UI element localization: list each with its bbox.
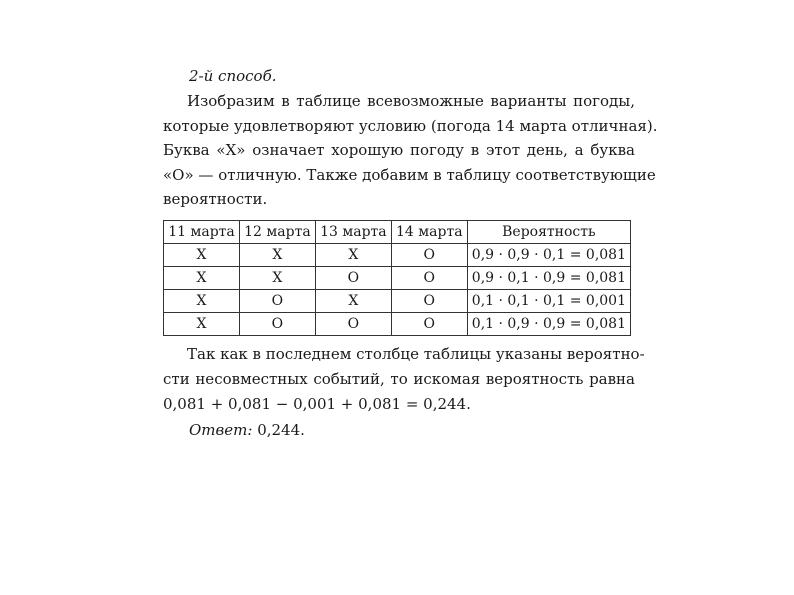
answer-value: 0,244. [257,420,305,439]
column-header: 13 марта [315,220,391,243]
table-row [164,243,631,266]
intro-line: Буква «Х» означает хорошую погоду в этот день, а буква [163,141,635,159]
table-cell: О [391,266,467,289]
table-cell: Х [315,289,391,312]
probability-cell: 0,1 · 0,9 · 0,9 = 0,081 [467,312,630,335]
table-row [164,266,631,289]
answer-line [189,421,635,439]
document-page [163,66,658,439]
intro-line: «О» — отличную. Также добавим в таблицу соответствующие [163,165,656,184]
table-row [164,312,631,335]
table-cell: О [391,289,467,312]
table-cell: Х [164,243,240,266]
table-cell: Х [164,289,240,312]
conclusion-paragraph [163,342,645,417]
intro-line: Изобразим в таблице всевозможные варианты погоды, [187,92,635,110]
conclusion-line: Так как в последнем столбце таблицы указаны вероятно- [187,344,645,363]
conclusion-line: сти несовместных событий, то искомая вероятность равна [163,369,635,388]
table-row [164,289,631,312]
table-cell: О [391,243,467,266]
table-cell: Х [164,312,240,335]
probability-cell: 0,9 · 0,1 · 0,9 = 0,081 [467,266,630,289]
intro-line: которые удовлетворяют условию (погода 14 марта отличная). [163,116,658,135]
intro-line: вероятности. [163,190,268,208]
table-cell: Х [315,243,391,266]
column-header: Вероятность [467,220,630,243]
method-heading: 2-й способ. [189,67,277,85]
conclusion-formula: 0,081 + 0,081 − 0,001 + 0,081 = 0,244. [163,394,471,413]
column-header: 11 марта [164,220,240,243]
table-header-row [164,220,631,243]
intro-paragraph [163,89,658,212]
table-cell: О [239,312,315,335]
column-header: 12 марта [239,220,315,243]
table-cell: О [315,312,391,335]
probability-cell: 0,1 · 0,1 · 0,1 = 0,001 [467,289,630,312]
probability-cell: 0,9 · 0,9 · 0,1 = 0,081 [467,243,630,266]
answer-label: Ответ: [189,420,253,439]
table-cell: Х [239,243,315,266]
table-cell: О [391,312,467,335]
table-cell: Х [239,266,315,289]
weather-probability-table [163,220,631,336]
table-cell: О [315,266,391,289]
table-cell: О [239,289,315,312]
column-header: 14 марта [391,220,467,243]
table-cell: Х [164,266,240,289]
